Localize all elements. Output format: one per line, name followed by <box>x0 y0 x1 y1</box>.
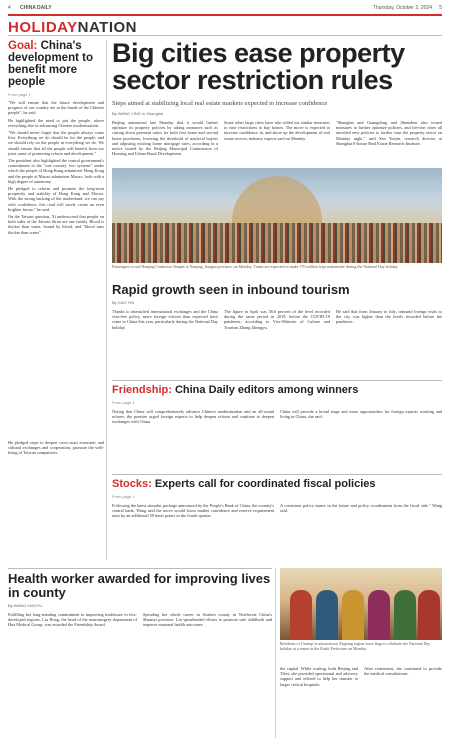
goal-body <box>8 100 104 235</box>
friendship-from-page: From page 1 <box>112 400 135 405</box>
property-byline: By WANG YING in Shanghai <box>112 111 164 116</box>
person-shape <box>368 590 390 640</box>
friendship-columns <box>112 409 442 427</box>
stocks-columns <box>112 503 442 521</box>
goal-paragraph: On the Taiwan question, Xi underscored that people on both sides of the Taiwan Strait are one family. Blood is thicker than water, bound by blood, and "blood runs thicker than water". <box>8 214 104 235</box>
goal-story-continued <box>8 440 104 458</box>
friendship-story <box>112 380 442 427</box>
celebration-photo-caption: Residents of Urumqi in autonomous Xinjiang region wave flags to celebrate the National Day holiday at a venue in the Kashi Prefecture on Monday. <box>280 641 431 651</box>
health-paragraph: Spending her whole career in Anzhen county in Northwest China's Shaanxi province, Liu spearheaded efforts to promote safe childbirth and improve maternal health outcomes. <box>143 612 272 628</box>
rapid-columns <box>112 309 442 332</box>
goal-headline-lead: Goal: <box>8 40 38 52</box>
stocks-headline-lead: Stocks: <box>112 478 152 490</box>
crowd-shape <box>112 223 442 263</box>
friendship-paragraph: China will provide a broad stage and more opportunities for foreign experts working and living in China, she said. <box>280 409 442 420</box>
property-dek: Steps aimed at stabilizing local real estate markets expected to increase confidence <box>112 100 328 107</box>
health-continued-column <box>364 666 442 689</box>
goal-headline[interactable] <box>8 40 104 88</box>
rapid-column <box>224 309 330 332</box>
column-divider <box>275 568 276 738</box>
rapid-paragraph: He said that from January to July, inbound foreign visits to the city was higher than the levels recorded before the pandemic. <box>336 309 442 325</box>
goal-paragraph: He highlighted the need to put the people, above everything else in advancing Chinese modernization. <box>8 117 104 128</box>
page-number-left: 4 <box>8 5 11 11</box>
friendship-headline-lead: Friendship: <box>112 384 172 396</box>
property-columns <box>112 120 442 158</box>
page-header <box>8 4 442 14</box>
person-shape <box>418 590 440 640</box>
rapid-headline[interactable]: Rapid growth seen in inbound tourism <box>112 282 350 297</box>
stocks-paragraph: A consistent policy stance in the future and policy coordination from the fiscal side." Wang said. <box>280 503 442 514</box>
goal-paragraph: He pledged steps to deepen cross-strait economic and cultural exchanges and cooperation, promote the well-being of Taiwan compatriots. <box>8 440 104 456</box>
section-banner <box>8 14 442 36</box>
stocks-story <box>112 474 442 521</box>
property-column <box>336 120 442 158</box>
stocks-column <box>280 503 442 521</box>
property-column <box>224 120 330 158</box>
health-continued-columns <box>280 666 442 689</box>
stocks-paragraph: Following the latest stimulus package announced by the People's Bank of China, the country's central bank, Wang said the move would boost market confidence and reserve requirement ratio by an additional 50 basis points in the fourth quarter. <box>112 503 274 519</box>
stocks-headline[interactable] <box>112 478 442 490</box>
person-shape <box>290 590 312 640</box>
stocks-from-page: From page 1 <box>112 494 135 499</box>
goal-paragraph: He pledged to reform and promote the long-term prosperity and stability of Hong Kong and Macao. With the strong backing of the motherland, we can say with confidence, this road will surely create an even brighter future," he said. <box>8 186 104 212</box>
temple-arch-shape <box>232 176 322 226</box>
goal-from-page: From page 1 <box>8 92 31 97</box>
rapid-paragraph: The figure in April was 56.6 percent of the level recorded during the same period in 2019, before the COVID-19 pandemic, according to Vice-Minister of Culture and Tourism Zhang Zhengyu. <box>224 309 330 330</box>
property-column <box>112 120 218 158</box>
section-title <box>8 19 137 36</box>
column-divider <box>106 40 107 560</box>
health-story <box>8 568 272 630</box>
goal-paragraph: The president also highlighted the central government's commitment to the "one country, two systems" under which the people of Hong Kong administer Hong Kong and the people of Macao administer Macao, both with a high degree of autonomy. <box>8 158 104 184</box>
health-story-continued <box>280 662 442 689</box>
property-headline[interactable]: Big cities ease property sector restriction rules <box>112 38 405 95</box>
rapid-column <box>112 309 218 332</box>
crowd-photo-caption: Passengers crowd Nanjing Confucius Temple at Nanjing, Jiangsu province, on Monday. Trains are expected to make 170 million trips nationwide during the National Day holiday. <box>112 264 399 269</box>
friendship-column <box>280 409 442 427</box>
issue-date: Thursday, October 2, 2024 <box>372 5 432 11</box>
friendship-paragraph: Noting that China will comprehensively advance Chinese modernization and an all-round reform, the premier urged foreign experts to help deepen reform and continue to deepen exchanges with China. <box>112 409 274 425</box>
person-shape <box>342 590 364 640</box>
rapid-column <box>336 309 442 332</box>
person-shape <box>394 590 416 640</box>
goal-paragraph: "We should never forget that the people always come first. Everything we do should be for the people, and we should rely on the people in everything we do. We should ensure that all the people will benefit from our joint cause of promoting reform and development." <box>8 130 104 156</box>
friendship-headline-rest: China Daily editors among winners <box>174 384 359 396</box>
rapid-byline: By CAO YIN <box>112 300 135 305</box>
goal-body-continued <box>8 440 104 456</box>
goal-headline-rest: China's development to benefit more people <box>8 40 93 88</box>
health-column <box>143 612 272 630</box>
health-columns <box>8 612 272 630</box>
page-number-right: 5 <box>439 5 442 11</box>
property-paragraph: "Shanghai and Guangdong and Shenzhen also issued measures to further optimize policies, and tier-one cities all unveiled new policies to further ease the property sector on Monday night," said Yan Yuejin, research director at Shanghai E-house Real Estate Research Institute. <box>336 120 442 146</box>
goal-story <box>8 40 104 440</box>
friendship-column <box>112 409 274 427</box>
goal-paragraph: "We will ensure that the future development and progress of our country are in the hands of the Chinese people", he said. <box>8 100 104 116</box>
section-title-suffix: NATION <box>77 19 138 36</box>
health-headline[interactable]: Health worker awarded for improving lives in county <box>8 571 271 600</box>
health-column <box>8 612 137 630</box>
section-title-prefix: HOLIDAY <box>8 19 78 36</box>
rapid-growth-story <box>112 282 442 332</box>
health-continued-column <box>280 666 358 689</box>
stocks-column <box>112 503 274 521</box>
celebration-photo[interactable] <box>280 568 442 640</box>
friendship-headline[interactable] <box>112 384 442 396</box>
property-paragraph: Beijing announced late Monday that it would further optimize its property policies by taking measures such as cutting down payment ratios for both first home and second home purchases, lowering the threshold of nonlocal buyers and adjusting existing home mortgage rates, according to a notice issued by the Beijing Municipal Commission of Housing and Urban-Rural Development. <box>112 120 218 157</box>
crowd-photo[interactable] <box>112 168 442 263</box>
property-paragraph: Some other large cities have also rolled out similar measures to ease restrictions to buy homes. The move is expected to increase confidence in, and shore up the development of real estate sectors, industry experts said on Monday. <box>224 120 330 141</box>
property-story <box>112 40 442 158</box>
stocks-headline-rest: Experts call for coordinated fiscal policies <box>154 478 376 490</box>
health-paragraph: the capital. While waiting, both Beijing and Tibet, she provided operational and advisory support and offered to help her transfer to larger critical hospitals. <box>280 666 358 687</box>
paper-name: CHINA DAILY <box>20 5 52 11</box>
person-shape <box>316 590 338 640</box>
health-paragraph: After retirement, she continued to provide the medical consultations. <box>364 666 442 677</box>
rapid-paragraph: Thanks to intensified international exchanges and the China visa-free policy, more foreign visitors than expected have come to China this year, particularly during the National Day holiday. <box>112 309 218 330</box>
health-paragraph: Fulfilling her long-standing commitment to improving healthcare in less-developed regions, Liu Hong, the head of the neurosurgery department of Hua Medical Group, was awarded the Friendship Award. <box>8 612 137 628</box>
health-byline: By WANG XIAOYU <box>8 603 43 608</box>
